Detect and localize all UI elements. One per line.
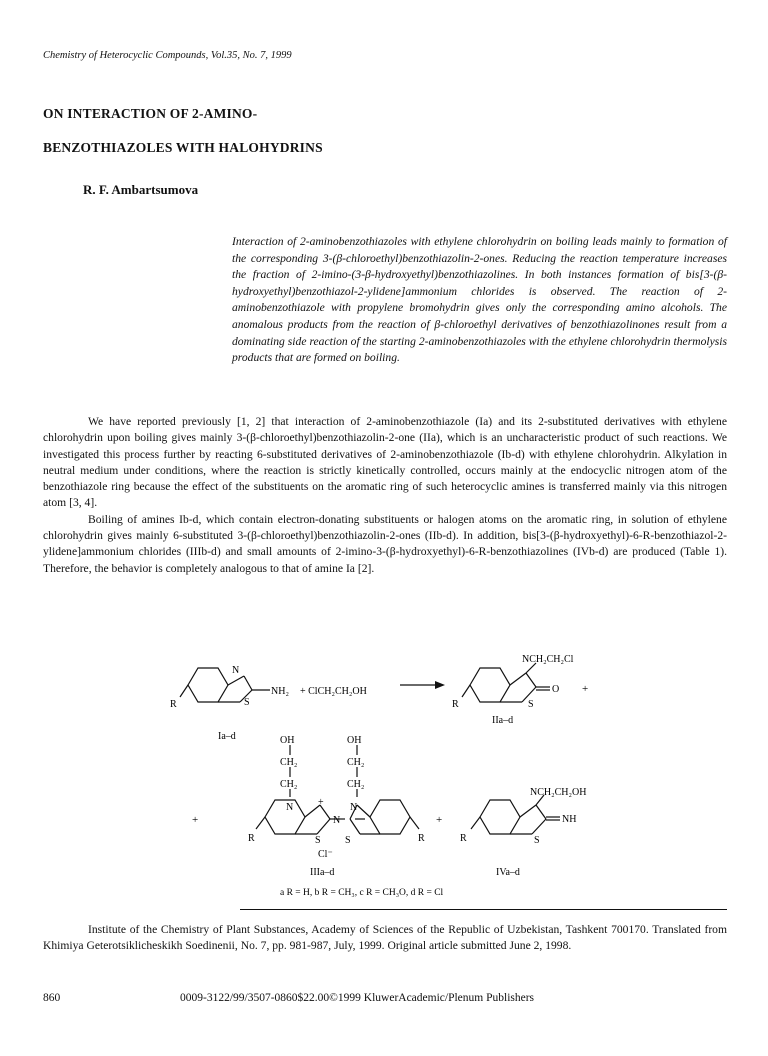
iii-ch2-right-1: CH₂ <box>347 757 365 768</box>
iii-cation-plus: + <box>318 797 324 808</box>
iii-oh-right: OH <box>347 735 362 746</box>
iii-oh-left: OH <box>280 735 295 746</box>
label-ii: IIa–d <box>492 715 514 726</box>
abstract: Interaction of 2-aminobenzothiazoles with ethylene chlorohydrin on boiling leads mainly to formation of the corresponding 3-(β-chloroethyl)benzothiazolin-2-ones. Reducing the reaction temperature increases the fraction of 2-imino-(3-β-hydroxyethyl)benzothiazolines. In both instances formation of bis[3-(β-hydroxyethyl)benzothiazol-2-ylidene]ammonium chlorides is observed. The reaction of 2-aminobenzothiazole with propylene bromohydrin gives only the corresponding amino alcohols. The anomalous products from the reaction of β-chloroethyl derivatives of benzothiazolinones result from a dominating side reaction of the starting 2-aminobenzothiazoles with the ethylene chlorohydrin thermolysis products that are formed on boiling. <box>232 235 727 365</box>
i-n-atom: N <box>232 665 240 676</box>
plus-sign-2: + <box>192 814 199 826</box>
iii-bridge-n: N <box>333 815 341 826</box>
iii-s-left: S <box>315 835 321 846</box>
i-r-group: R <box>170 699 177 710</box>
affiliation-footnote: Institute of the Chemistry of Plant Substances, Academy of Sciences of the Republic of Uzbekistan, Tashkent 700170. Translated from Khimiya Geterotsiklicheskikh Soedinenii, No. 7, pp. 981-987, July, 1999. Original article submitted June 2, 1998. <box>43 923 727 952</box>
label-iv: IVa–d <box>496 867 520 878</box>
iv-r-group: R <box>460 833 467 844</box>
iv-s-atom: S <box>534 835 540 846</box>
iii-ch2-right-2: CH₂ <box>347 779 365 790</box>
paragraph-2: Boiling of amines Ib-d, which contain electron-donating substituents or halogen atoms on the aromatic ring, in solution of ethylene chlorohydrin gives mainly 6-substituted 3-(β-chloroethyl)benzothiazolin-2-ones (IIb-d). In addition, bis[3-(β-hydroxyethyl)-6-R-benzothiazol-2-ylidene]ammonium chlorides (IIIb-d) and small amounts of 2-imino-3-(β-hydroxyethyl)-6-R-benzothiazolines (IVb-d) are produced (Table 1). Therefore, the behavior is completely analogous to that of amine Ia [2]. <box>43 512 727 575</box>
iv-substituent: NCH₂CH₂OH <box>530 787 587 798</box>
substituent-legend: a R = H, b R = CH₃, c R = CH₃O, d R = Cl <box>280 888 444 898</box>
iii-n-left: N <box>286 802 294 813</box>
journal-header: Chemistry of Heterocyclic Compounds, Vol.35, No. 7, 1999 <box>43 50 292 61</box>
paragraph-1: We have reported previously [1, 2] that interaction of 2-aminobenzothiazole (Ia) and its 2-substituted derivatives with ethylene chlorohydrin upon boiling gives mainly 3-(β-chloroethyl)benzothiazolin-2-one (IIa), which is an uncharacteristic product of such reactions. We investigated this process further by reacting 6-substituted derivatives of 2-aminobenzothiazole (Ib-d) with ethylene chlorohydrin. Alkylation in neutral medium under conditions, where the reaction is strictly kinetically controlled, occurs mainly at the endocyclic nitrogen atom of the benzothiazole ring because the effect of the substituents on the aromatic ring of such heterocyclic amines is transferred mainly via this nitrogen atom [3, 4]. <box>43 415 727 510</box>
label-iii: IIIa–d <box>310 867 335 878</box>
reagent: + ClCH₂CH₂OH <box>300 686 367 697</box>
article-title-line-2: BENZOTHIAZOLES WITH HALOHYDRINS <box>43 140 323 155</box>
iii-s-right: S <box>345 835 351 846</box>
ii-s-atom: S <box>528 699 534 710</box>
body-text <box>43 414 727 577</box>
iv-imine: NH <box>562 814 577 825</box>
ii-r-group: R <box>452 699 459 710</box>
iii-chloride: Cl⁻ <box>318 849 333 860</box>
label-i: Ia–d <box>218 731 236 742</box>
reaction-scheme <box>170 645 620 900</box>
plus-sign-1: + <box>582 683 589 695</box>
i-s-atom: S <box>244 697 250 708</box>
author: R. F. Ambartsumova <box>83 182 199 197</box>
iii-ch2-left-1: CH₂ <box>280 757 298 768</box>
ii-carbonyl: O <box>552 684 560 695</box>
copyright-line: 0009-3122/99/3507-0860$22.00©1999 KluwerAcademic/Plenum Publishers <box>180 992 535 1004</box>
iii-r-right: R <box>418 833 425 844</box>
iii-r-left: R <box>248 833 255 844</box>
plus-sign-3: + <box>436 814 443 826</box>
reactant-substituent: NH₂ <box>271 686 289 697</box>
iii-n-right: N <box>350 802 358 813</box>
iii-ch2-left-2: CH₂ <box>280 779 298 790</box>
product-substituent: NCH₂CH₂Cl <box>522 654 574 665</box>
article-title-line-1: ON INTERACTION OF 2-AMINO- <box>43 106 258 121</box>
footnote-divider <box>240 909 727 910</box>
page-number: 860 <box>43 992 61 1004</box>
